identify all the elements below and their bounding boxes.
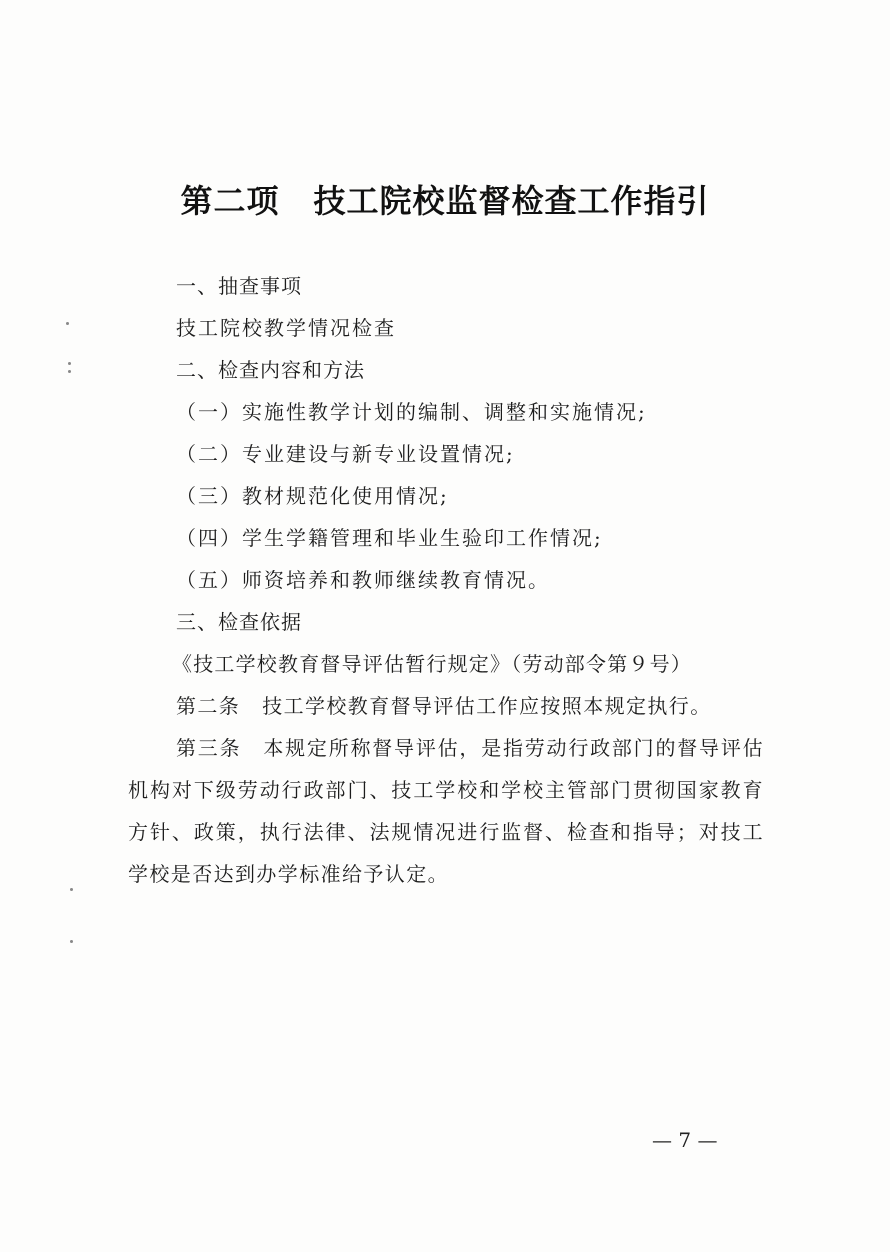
regulation-reference: 《技工学校教育督导评估暂行规定》（劳动部令第９号） [172, 652, 692, 676]
scan-speck [68, 362, 71, 365]
section-2-item-2: （二）专业建设与新专业设置情况; [176, 442, 515, 466]
article-3-text: 本规定所称督导评估，是指劳动行政部门的督导评估机构对下级劳动行政部门、技工学校和学校主管部门贯彻国家教育方针、政策，执行法律、法规情况进行监督、检查和指导；对技工学校是否达到办学标准给予认定。 [128, 736, 765, 886]
scan-speck [70, 888, 73, 891]
section-1-text: 技工院校教学情况检查 [176, 316, 396, 340]
article-3-label: 第三条 [176, 736, 242, 760]
title-part-number: 第二项 [180, 182, 280, 220]
article-2-label: 第二条 [176, 694, 241, 718]
title-text: 技工院校监督检查工作指引 [313, 182, 710, 220]
section-2-item-5: （五）师资培养和教师继续教育情况。 [176, 568, 550, 592]
page-title [0, 176, 890, 222]
scan-speck [70, 940, 73, 943]
section-2-item-4: （四）学生学籍管理和毕业生验印工作情况; [176, 526, 603, 550]
scan-speck [68, 370, 71, 373]
page-number: — 7 — [652, 1128, 718, 1152]
section-2-heading: 二、检查内容和方法 [176, 358, 365, 382]
article-2-text: 技工学校教育督导评估工作应按照本规定执行。 [262, 694, 712, 718]
article-3 [128, 727, 764, 895]
article-2 [176, 692, 712, 720]
section-3-heading: 三、检查依据 [176, 610, 302, 634]
scan-speck [66, 322, 69, 325]
section-1-heading: 一、抽查事项 [176, 274, 302, 298]
section-2-item-1: （一）实施性教学计划的编制、调整和实施情况; [176, 400, 647, 424]
section-2-item-3: （三）教材规范化使用情况; [176, 484, 449, 508]
